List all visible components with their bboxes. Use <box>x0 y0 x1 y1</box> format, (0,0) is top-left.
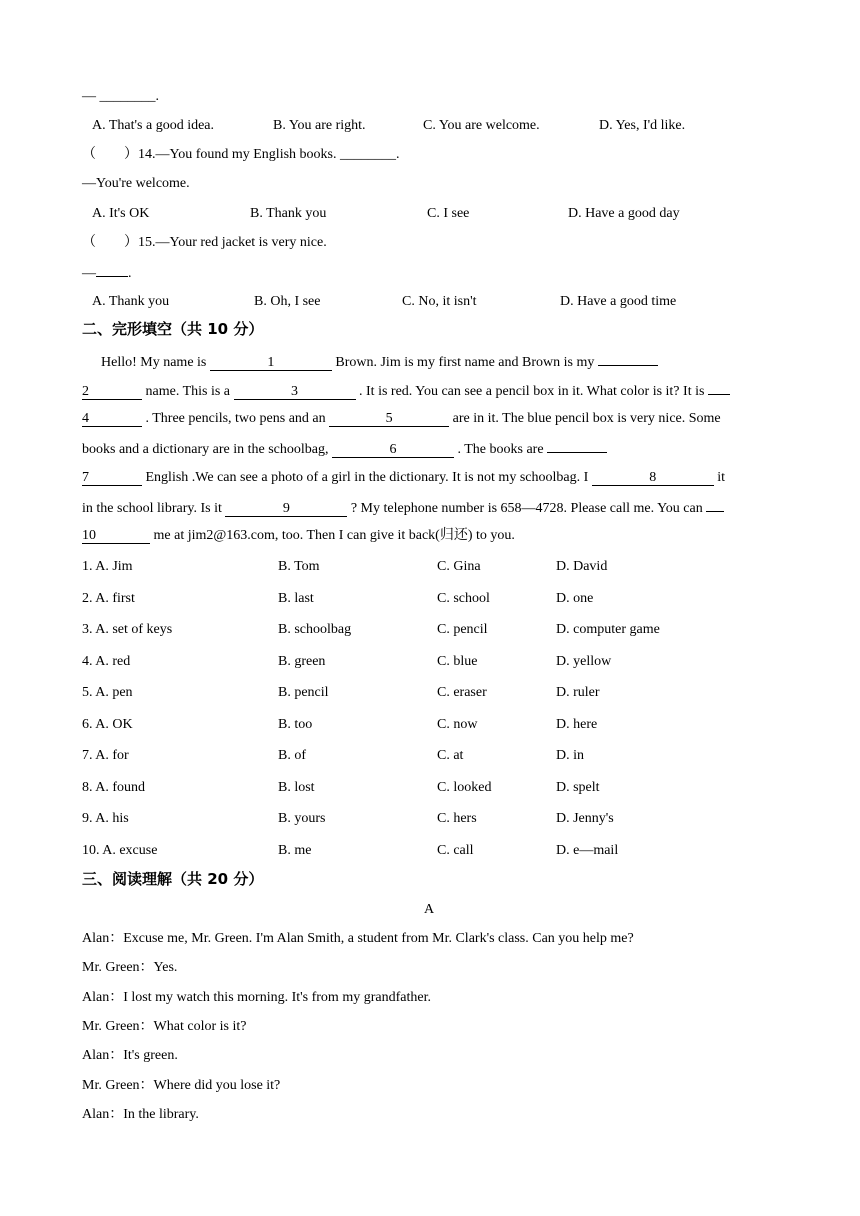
cloze-blank-3: 3 <box>234 385 356 400</box>
passage-text: name. This is a <box>142 384 234 399</box>
cloze-choice-5-c: C. eraser <box>437 685 487 700</box>
passage-text: books and a dictionary are in the schoolbag, <box>82 442 332 457</box>
q15-prompt: （ ）15.—Your red jacket is very nice. <box>82 235 327 250</box>
passage-text: are in it. The blue pencil box is very nice. Some <box>449 411 721 426</box>
passage-text: . The books are <box>453 442 548 457</box>
q14-prompt: （ ）14.—You found my English books. ________. <box>82 147 400 162</box>
q14-reply: —You're welcome. <box>82 176 190 191</box>
dialogue-line: Alan：Excuse me, Mr. Green. I'm Alan Smith, a student from Mr. Clark's class. Can you help me? <box>82 931 634 946</box>
passage-line-7 <box>82 527 515 545</box>
passage-text: Hello! My name is <box>101 355 210 370</box>
cloze-choice-5-d: D. ruler <box>556 685 600 700</box>
cloze-choice-8-d: D. spelt <box>556 780 600 795</box>
cloze-blank-4-start <box>708 381 730 395</box>
cloze-choice-3-c: C. pencil <box>437 622 488 637</box>
passage-line-2 <box>82 381 730 401</box>
cloze-choice-7-a: 7. A. for <box>82 748 129 763</box>
cloze-choice-8-a: 8. A. found <box>82 780 145 795</box>
cloze-blank-7-start <box>547 439 607 453</box>
section-3-heading: 三、阅读理解（共 20 分） <box>82 870 264 888</box>
passage-line-4 <box>82 439 607 459</box>
cloze-choice-9-a: 9. A. his <box>82 811 129 826</box>
cloze-choice-8-b: B. lost <box>278 780 315 795</box>
q13-option-a: A. That's a good idea. <box>92 118 215 133</box>
q14-option-a: A. It's OK <box>92 206 150 221</box>
q13-reply: — ________. <box>82 89 159 104</box>
cloze-choice-7-c: C. at <box>437 748 464 763</box>
section-2-heading: 二、完形填空（共 10 分） <box>82 320 264 338</box>
passage-text: English .We can see a photo of a girl in the dictionary. It is not my schoolbag. I <box>142 470 592 485</box>
passage-text: in the school library. Is it <box>82 501 226 516</box>
passage-line-3 <box>82 410 721 428</box>
cloze-choice-9-d: D. Jenny's <box>556 811 614 826</box>
cloze-choice-9-b: B. yours <box>278 811 326 826</box>
q15-reply-period: . <box>128 266 132 281</box>
cloze-choice-10-b: B. me <box>278 843 312 858</box>
cloze-choice-1-a: 1. A. Jim <box>82 559 133 574</box>
q14-option-c: C. I see <box>427 206 470 221</box>
q13-option-d: D. Yes, I'd like. <box>599 118 686 133</box>
cloze-choice-4-a: 4. A. red <box>82 654 131 669</box>
cloze-blank-6: 6 <box>332 443 454 458</box>
cloze-choice-6-a: 6. A. OK <box>82 717 133 732</box>
cloze-choice-5-b: B. pencil <box>278 685 329 700</box>
q15-reply-dash: — <box>82 266 96 281</box>
cloze-blank-5: 5 <box>329 412 449 427</box>
cloze-choice-4-d: D. yellow <box>556 654 612 669</box>
cloze-choice-3-b: B. schoolbag <box>278 622 352 637</box>
cloze-blank-2: 2 <box>82 385 142 400</box>
cloze-choice-6-c: C. now <box>437 717 478 732</box>
cloze-blank-7: 7 <box>82 471 142 486</box>
q15-option-d: D. Have a good time <box>560 294 677 309</box>
cloze-choice-4-b: B. green <box>278 654 326 669</box>
cloze-choice-9-c: C. hers <box>437 811 477 826</box>
cloze-blank-1: 1 <box>210 356 332 371</box>
cloze-choice-6-d: D. here <box>556 717 598 732</box>
passage-text: Brown. Jim is my first name and Brown is my <box>331 355 598 370</box>
dialogue-line: Alan：I lost my watch this morning. It's from my grandfather. <box>82 990 431 1005</box>
q15-option-a: A. Thank you <box>92 294 170 309</box>
cloze-choice-8-c: C. looked <box>437 780 492 795</box>
cloze-choice-3-a: 3. A. set of keys <box>82 622 173 637</box>
passage-line-6 <box>82 498 724 518</box>
passage-line-5 <box>82 469 725 487</box>
cloze-choice-2-c: C. school <box>437 591 490 606</box>
q15-option-b: B. Oh, I see <box>254 294 321 309</box>
q13-option-c: C. You are welcome. <box>423 118 540 133</box>
passage-text: . It is red. You can see a pencil box in it. What color is it? It is <box>355 384 708 399</box>
cloze-blank-2-start <box>598 352 658 366</box>
q15-option-c: C. No, it isn't <box>402 294 477 309</box>
passage-text: me at jim2@163.com, too. Then I can give it back(归还) to you. <box>150 528 515 543</box>
cloze-choice-7-d: D. in <box>556 748 584 763</box>
dialogue-line: Mr. Green：Yes. <box>82 960 178 975</box>
cloze-choice-7-b: B. of <box>278 748 306 763</box>
q15-answer-blank <box>96 263 128 277</box>
cloze-choice-1-b: B. Tom <box>278 559 320 574</box>
dialogue-line: Mr. Green：Where did you lose it? <box>82 1078 281 1093</box>
cloze-choice-3-d: D. computer game <box>556 622 660 637</box>
cloze-blank-4: 4 <box>82 412 142 427</box>
dialogue-line: Alan：It's green. <box>82 1048 178 1063</box>
dialogue-line: Alan：In the library. <box>82 1107 199 1122</box>
cloze-choice-1-d: D. David <box>556 559 608 574</box>
passage-text: . Three pencils, two pens and an <box>142 411 330 426</box>
q14-option-d: D. Have a good day <box>568 206 680 221</box>
q13-option-b: B. You are right. <box>273 118 366 133</box>
q14-option-b: B. Thank you <box>250 206 327 221</box>
cloze-choice-10-a: 10. A. excuse <box>82 843 158 858</box>
passage-line-1 <box>101 352 658 372</box>
cloze-choice-2-d: D. one <box>556 591 594 606</box>
cloze-choice-10-d: D. e—mail <box>556 843 619 858</box>
cloze-choice-5-a: 5. A. pen <box>82 685 133 700</box>
dialogue-line: Mr. Green：What color is it? <box>82 1019 247 1034</box>
passage-text: ? My telephone number is 658—4728. Please call me. You can <box>347 501 707 516</box>
cloze-choice-2-a: 2. A. first <box>82 591 135 606</box>
cloze-blank-9: 9 <box>225 502 347 517</box>
cloze-choice-1-c: C. Gina <box>437 559 481 574</box>
cloze-choice-4-c: C. blue <box>437 654 478 669</box>
cloze-blank-8: 8 <box>592 471 714 486</box>
cloze-choice-6-b: B. too <box>278 717 313 732</box>
cloze-choice-2-b: B. last <box>278 591 314 606</box>
cloze-blank-10-start <box>706 498 724 512</box>
q15-reply <box>82 263 132 283</box>
cloze-choice-10-c: C. call <box>437 843 474 858</box>
passage-text: it <box>713 470 726 485</box>
cloze-blank-10: 10 <box>82 529 150 544</box>
reading-part-label: A <box>424 902 435 917</box>
